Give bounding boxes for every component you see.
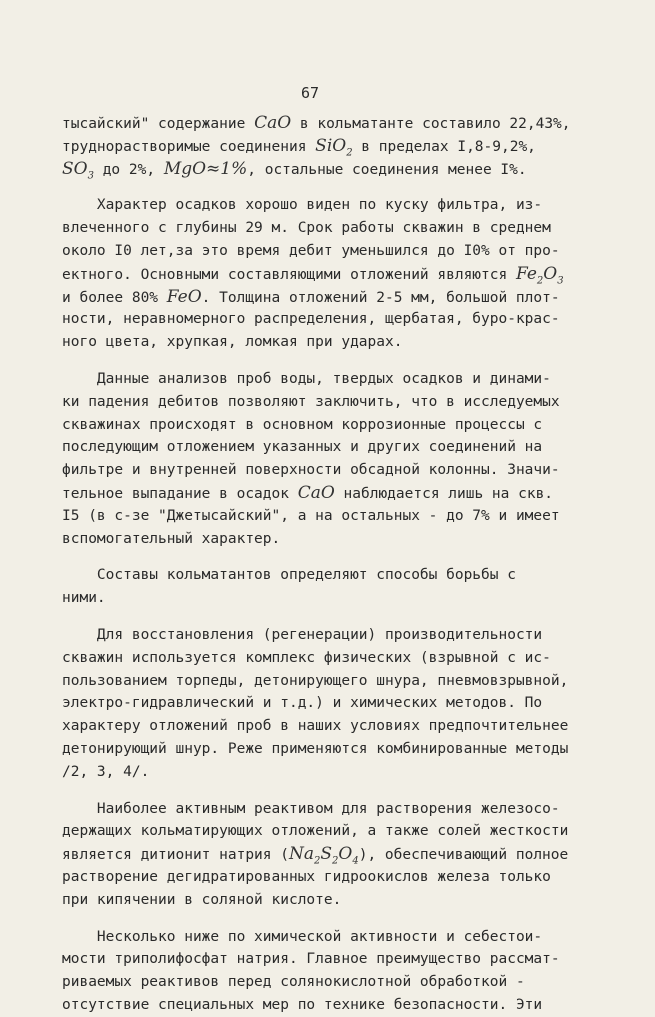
text-line: при кипячении в соляной кислоте. [62,891,342,908]
handwritten-formula: $SO_3$ [62,158,94,181]
text-line: отсутствие специальных мер по технике безопасности. Эти [62,996,543,1013]
text-line: Для восстановления (регенерации) производительности [62,626,543,643]
text-line: растворение дегидратированных гидроокислов железа только [62,868,551,885]
text-line: тельное выпадание в осадок CaO наблюдается лишь на скв. [62,482,554,503]
text-line: детонирующий шнур. Реже применяются комбинированные методы [62,740,569,757]
text-line: влеченного с глубины 29 м. Срок работы скважин в среднем [62,220,551,237]
paragraph [62,368,582,550]
paragraph [62,564,582,610]
paragraph [62,624,582,784]
paragraph [62,194,582,354]
text-line: последующим отложением указанных и других соединений на [62,439,543,456]
handwritten-formula: SiO$_2$ [315,135,353,159]
page-number: 67 [300,84,320,102]
text-line: Наиболее активным реактивом для растворения железосо- [62,800,560,817]
handwritten-formula: $O_4$ [338,844,359,867]
handwritten-formula: MgO≈1% [163,158,248,179]
paragraph [62,926,582,1017]
text-line: является дитионит натрия $(Na_2S_2O_4)$, обеспечивающий полное [62,844,569,867]
handwritten-formula: CaO [254,113,292,133]
handwritten-formula: $Fe_2$ [515,263,544,287]
text-line: /2, 3, 4/. [62,763,150,780]
text-line: тысайский" содержание CaO в кольматанте составило 22,43%, [62,113,571,133]
text-line: труднорастворимые соединения SiO$_2$ в пределах I,8-9,2%, [62,135,536,159]
text-line: ними. [62,590,106,607]
body-text [62,112,582,1017]
text-line: пользованием торпеды, детонирующего шнура, пневмовзрывной, [62,672,569,689]
text-line: фильтре и внутренней поверхности обсадной колонны. Значи- [62,462,560,479]
handwritten-formula: $S_2$ [320,844,339,867]
text-line: электро-гидравлический и т.д.) и химических методов. По [62,695,543,712]
text-line: около I0 лет,за это время дебит уменьшился до I0% от про- [62,242,560,259]
text-line: ектного. Основными составляющими отложений являются $Fe_2O_3$ [62,263,564,287]
text-line: Характер осадков хорошо виден по куску фильтра, из- [62,197,543,214]
text-line: вспомогательный характер. [62,530,281,547]
text-line: ки падения дебитов позволяют заключить, что в исследуемых [62,393,560,410]
text-line: мости триполифосфат натрия. Главное преимущество рассмат- [62,951,560,968]
text-line: скважинах происходят в основном коррозионные процессы с [62,416,543,433]
handwritten-formula: CaO [297,482,335,503]
text-line: Несколько ниже по химической активности и себестои- [62,928,543,945]
text-line: характеру отложений проб в наших условиях предпочтительнее [62,718,569,735]
text-line: и более 80% FeO. Толщина отложений 2-5 мм, большой плот- [62,286,560,307]
handwritten-formula: $O_3$ [543,263,564,287]
paragraph [62,112,582,180]
text-line: $SO_3$ до 2%, MgO≈1%, остальные соединения менее I%. [62,158,527,181]
handwritten-formula: FeO [166,286,202,307]
text-line: Составы кольматантов определяют способы борьбы с [62,567,516,584]
text-line: держащих кольматирующих отложений, а также солей жесткости [62,823,569,840]
paragraph [62,798,582,912]
text-line: Данные анализов проб воды, твердых осадков и динами- [62,370,551,387]
handwritten-formula: $Na_2$ [288,844,321,867]
text-line: ного цвета, хрупкая, ломкая при ударах. [62,334,403,351]
text-line: риваемых реактивов перед солянокислотной обработкой - [62,974,525,991]
text-line: I5 (в с-зе "Джетысайский", а на остальных - до 7% и имеет [62,507,560,524]
text-line: скважин используется комплекс физических (взрывной с ис- [62,649,551,666]
text-line: ности, неравномерного распределения, щербатая, буро-крас- [62,311,560,328]
